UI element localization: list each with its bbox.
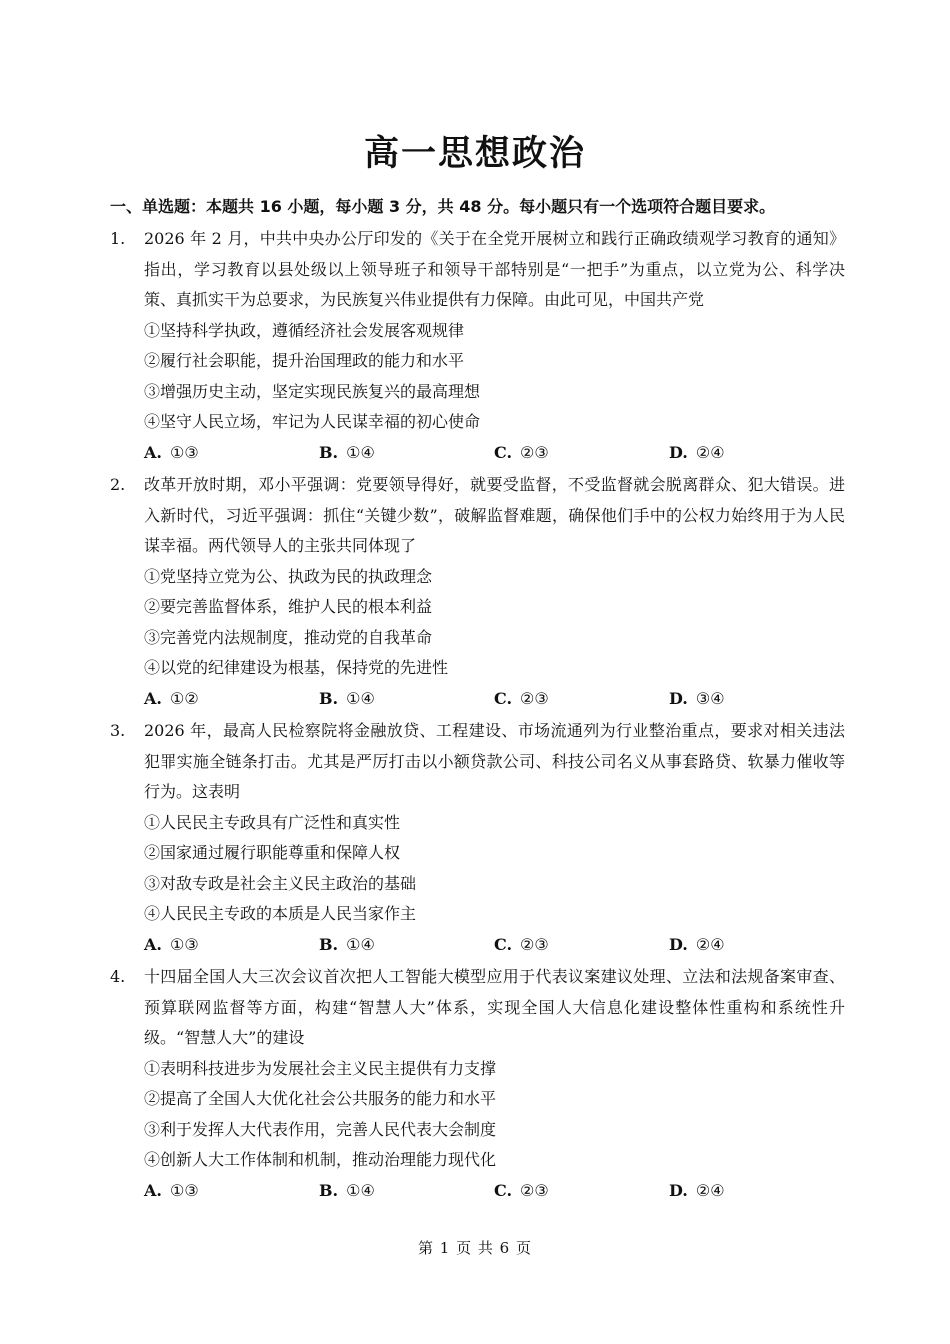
answer-choice [494,684,669,715]
statement-option: ③利于发挥人大代表作用，完善人民代表大会制度 [144,1119,497,1139]
choice-letter: A. [144,1180,162,1200]
answer-choice [669,684,844,715]
choice-letter: D. [669,934,688,954]
answer-choice [669,438,844,469]
page-footer: 第 1 页 共 6 页 [418,1239,532,1257]
statement-option: ③增强历史主动，坚定实现民族复兴的最高理想 [144,381,481,401]
page-title: 高一思想政治 [363,134,586,174]
question-stem: 2026 年，最高人民检察院将金融放贷、工程建设、市场流通列为行业整治重点，要求对相关违法犯罪实施全链条打击。尤其是严厉打击以小额贷款公司、科技公司名义从事套路贷、软暴力催收等行为。这表明 [144,721,845,801]
choice-letter: D. [669,688,688,708]
choice-text: ②③ [520,1180,549,1200]
statement-option: ①人民民主专政具有广泛性和真实性 [144,812,401,832]
choice-text: ②④ [695,1180,725,1200]
answer-choice [669,930,844,961]
answer-choice [144,684,319,715]
choice-text: ①④ [346,688,375,708]
answer-choices [144,684,845,715]
choice-letter: B. [319,442,339,462]
choice-text: ①③ [169,934,199,954]
question-number: 4. [110,967,126,986]
choice-letter: B. [319,934,339,954]
answer-choices [144,1176,845,1207]
question-stem: 改革开放时期，邓小平强调：党要领导得好，就要受监督，不受监督就会脱离群众、犯大错误。进入新时代，习近平强调：抓住“关键少数”，破解监督难题，确保他们手中的公权力始终用于为人民谋幸福。两代领导人的主张共同体现了 [144,475,845,555]
choice-text: ②④ [695,934,725,954]
answer-choice [494,438,669,469]
statement-option: ④创新人大工作体制和机制，推动治理能力现代化 [144,1150,497,1169]
answer-choice [319,438,494,469]
choice-text: ②③ [520,442,549,462]
question-4 [110,962,845,1206]
choice-letter: A. [144,934,162,954]
statement-option: ②国家通过履行职能尊重和保障人权 [144,843,401,862]
choice-letter: C. [494,688,513,708]
choice-letter: B. [319,1180,339,1200]
choice-text: ①③ [169,1180,199,1200]
choice-letter: D. [669,1180,688,1200]
answer-choice [144,438,319,469]
answer-choice [494,930,669,961]
choice-letter: C. [494,934,513,954]
choice-text: ①④ [346,934,375,954]
statement-option: ④以党的纪律建设为根基，保持党的先进性 [144,658,449,677]
answer-choice [319,930,494,961]
statement-option: ④人民民主专政的本质是人民当家作主 [144,904,417,923]
statement-option: ③对敌专政是社会主义民主政治的基础 [144,873,417,893]
question-1 [110,224,845,468]
answer-choices [144,930,845,961]
choice-letter: C. [494,442,513,462]
section-heading: 一、单选题：本题共 16 小题，每小题 3 分，共 48 分。每小题只有一个选项符合题目要求。 [110,197,776,216]
choice-letter: A. [144,442,162,462]
choice-text: ①③ [169,442,199,462]
answer-choice [669,1176,844,1207]
choice-text: ①④ [346,442,375,462]
question-stem: 十四届全国人大三次会议首次把人工智能大模型应用于代表议案建议处理、立法和法规备案审查、预算联网监督等方面，构建“智慧人大”体系，实现全国人大信息化建设整体性重构和系统性升级。“智慧人大”的建设 [144,967,845,1047]
statement-option: ④坚守人民立场，牢记为人民谋幸福的初心使命 [144,412,481,431]
answer-choice [319,684,494,715]
statement-option: ②提高了全国人大优化社会公共服务的能力和水平 [144,1089,497,1108]
choice-text: ①④ [346,1180,375,1200]
question-3 [110,716,845,960]
choice-text: ②③ [520,688,549,708]
question-number: 3. [110,721,126,740]
question-2 [110,470,845,714]
choice-text: ①② [169,688,199,708]
answer-choice [144,1176,319,1207]
statement-option: ①党坚持立党为公、执政为民的执政理念 [144,566,433,586]
statement-option: ②履行社会职能，提升治国理政的能力和水平 [144,351,465,370]
answer-choice [494,1176,669,1207]
answer-choice [319,1176,494,1207]
question-stem: 2026 年 2 月，中共中央办公厅印发的《关于在全党开展树立和践行正确政绩观学习教育的通知》指出，学习教育以县处级以上领导班子和领导干部特别是“一把手”为重点，以立党为公、科学决策、真抓实干为总要求，为民族复兴伟业提供有力保障。由此可见，中国共产党 [144,229,845,309]
choice-letter: C. [494,1180,513,1200]
choice-text: ②④ [695,442,725,462]
statement-option: ②要完善监督体系，维护人民的根本利益 [144,597,433,616]
choice-letter: D. [669,442,688,462]
answer-choice [144,930,319,961]
question-number: 1. [110,229,126,248]
choice-text: ②③ [520,934,549,954]
question-list [110,224,845,1208]
answer-choices [144,438,845,469]
choice-letter: B. [319,688,339,708]
choice-text: ③④ [695,688,725,708]
choice-letter: A. [144,688,162,708]
question-number: 2. [110,475,126,494]
statement-option: ①坚持科学执政，遵循经济社会发展客观规律 [144,320,465,340]
statement-option: ③完善党内法规制度，推动党的自我革命 [144,627,433,647]
statement-option: ①表明科技进步为发展社会主义民主提供有力支撑 [144,1058,497,1078]
